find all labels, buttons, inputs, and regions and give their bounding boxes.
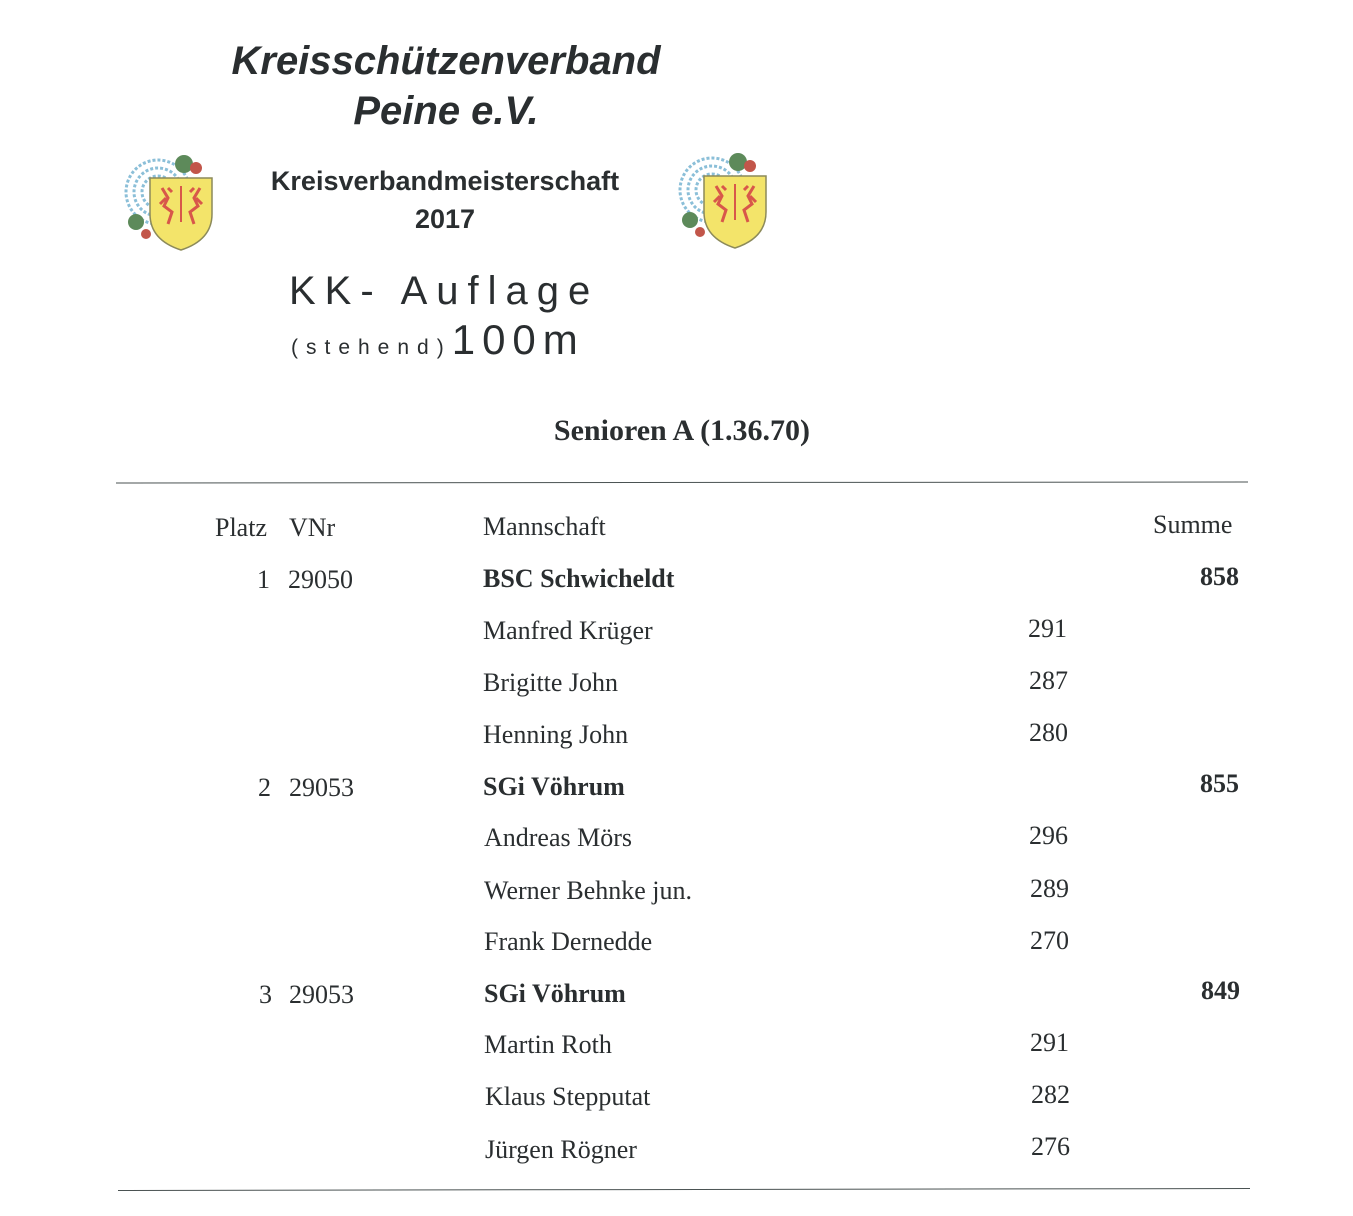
member-score: 280 bbox=[1029, 718, 1068, 747]
team-rank: 1 bbox=[257, 565, 270, 594]
column-header-vnr: VNr bbox=[289, 513, 336, 542]
member-score: 296 bbox=[1029, 821, 1068, 850]
member-score: 276 bbox=[1031, 1132, 1070, 1161]
championship-title: Kreisverbandmeisterschaft bbox=[270, 166, 620, 196]
member-score: 289 bbox=[1030, 874, 1069, 903]
team-name: BSC Schwicheldt bbox=[483, 564, 675, 593]
member-score: 287 bbox=[1029, 666, 1068, 695]
member-score: 291 bbox=[1028, 614, 1067, 643]
member-name: Andreas Mörs bbox=[484, 823, 633, 852]
shooting-distance: 100m bbox=[451, 316, 585, 363]
member-name: Henning John bbox=[483, 720, 629, 749]
member-name: Werner Behnke jun. bbox=[484, 876, 692, 905]
organization-name-suffix: Peine e.V. bbox=[353, 89, 539, 133]
organization-name: Kreisschützenverband bbox=[231, 39, 661, 83]
team-name: SGi Vöhrum bbox=[483, 772, 625, 801]
shooting-position: (stehend) bbox=[291, 336, 452, 359]
championship-year: 2017 bbox=[414, 204, 476, 234]
member-name: Brigitte John bbox=[483, 668, 619, 697]
discipline-title: KK- Auflage bbox=[289, 269, 600, 313]
column-header-team: Mannschaft bbox=[483, 512, 606, 541]
team-vnr: 29053 bbox=[289, 980, 354, 1009]
team-vnr: 29050 bbox=[288, 565, 353, 594]
member-name: Martin Roth bbox=[484, 1030, 612, 1059]
member-name: Manfred Krüger bbox=[483, 616, 653, 645]
team-total: 855 bbox=[1200, 769, 1239, 798]
member-score: 282 bbox=[1031, 1080, 1070, 1109]
team-rank: 2 bbox=[258, 773, 271, 802]
team-total: 849 bbox=[1201, 976, 1240, 1005]
member-name: Jürgen Rögner bbox=[485, 1135, 637, 1164]
team-vnr: 29053 bbox=[289, 773, 354, 802]
team-name: SGi Vöhrum bbox=[484, 979, 626, 1008]
column-header-rank: Platz bbox=[215, 513, 267, 542]
team-total: 858 bbox=[1200, 562, 1239, 591]
member-name: Frank Dernedde bbox=[484, 927, 653, 956]
class-title: Senioren A (1.36.70) bbox=[553, 414, 811, 447]
member-name: Klaus Stepputat bbox=[485, 1082, 651, 1111]
member-score: 270 bbox=[1030, 926, 1069, 955]
column-header-total: Summe bbox=[1153, 510, 1233, 539]
member-score: 291 bbox=[1030, 1028, 1069, 1057]
team-rank: 3 bbox=[259, 980, 272, 1009]
